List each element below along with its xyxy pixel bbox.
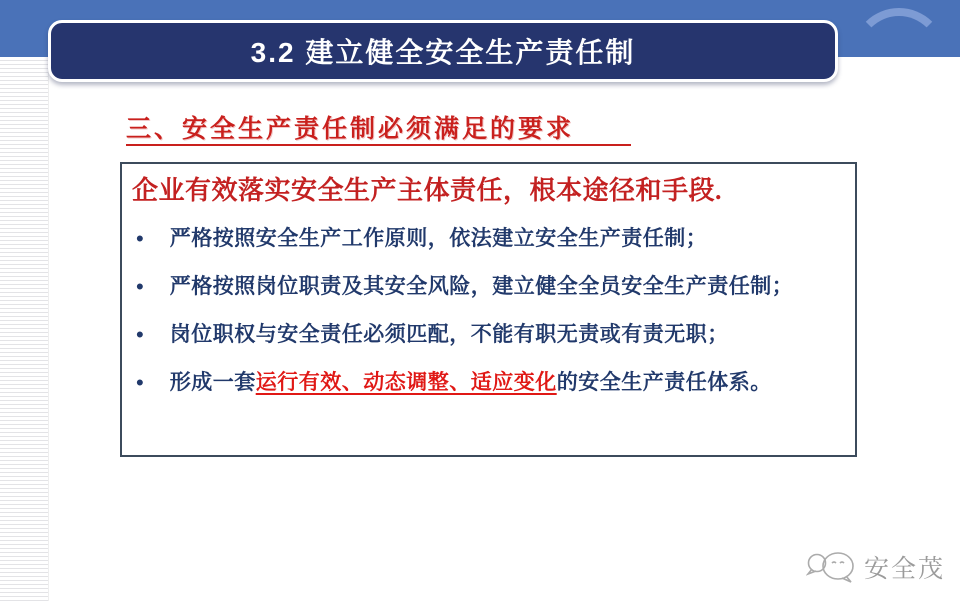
bullet-4-prefix: 形成一套 [169, 371, 256, 395]
bullet-item-3 [136, 322, 843, 348]
content-box [120, 162, 857, 457]
bullet-list [132, 226, 843, 396]
arc-decoration [852, 8, 946, 57]
slide-title: 3.2 建立健全安全生产责任制 [250, 37, 636, 68]
bullet-text-1: 严格按照安全生产工作原则，依法建立安全生产责任制； [169, 227, 708, 251]
bullet-text-3: 岗位职权与安全责任必须匹配，不能有职无责或有责无职； [169, 323, 729, 347]
logo-text: 安全茂 [864, 555, 946, 583]
bullet-4-highlight: 运行有效、动态调整、适应变化 [255, 371, 557, 395]
bullet-text-4 [170, 370, 772, 396]
bullet-text-2: 严格按照岗位职责及其安全风险，建立健全全员安全生产责任制； [169, 275, 794, 299]
bullet-item-1 [136, 226, 843, 252]
left-stripe-panel [0, 57, 49, 601]
bullet-dot: • [136, 226, 144, 252]
bullet-item-4 [136, 370, 843, 396]
bullet-item-2 [136, 274, 843, 300]
section-heading: 三、安全生产责任制必须满足的要求 [126, 114, 575, 143]
bullet-4-suffix: 的安全生产责任体系。 [556, 371, 772, 395]
bullet-dot: • [136, 274, 144, 300]
bullet-dot: • [136, 322, 144, 348]
watermark-logo [806, 548, 945, 586]
slide-header-banner [48, 20, 838, 82]
chat-bubbles-icon [806, 548, 858, 586]
content-box-title: 企业有效落实安全生产主体责任，根本途径和手段. [132, 176, 723, 205]
bullet-dot: • [136, 370, 144, 396]
section-heading-underline [126, 144, 631, 146]
